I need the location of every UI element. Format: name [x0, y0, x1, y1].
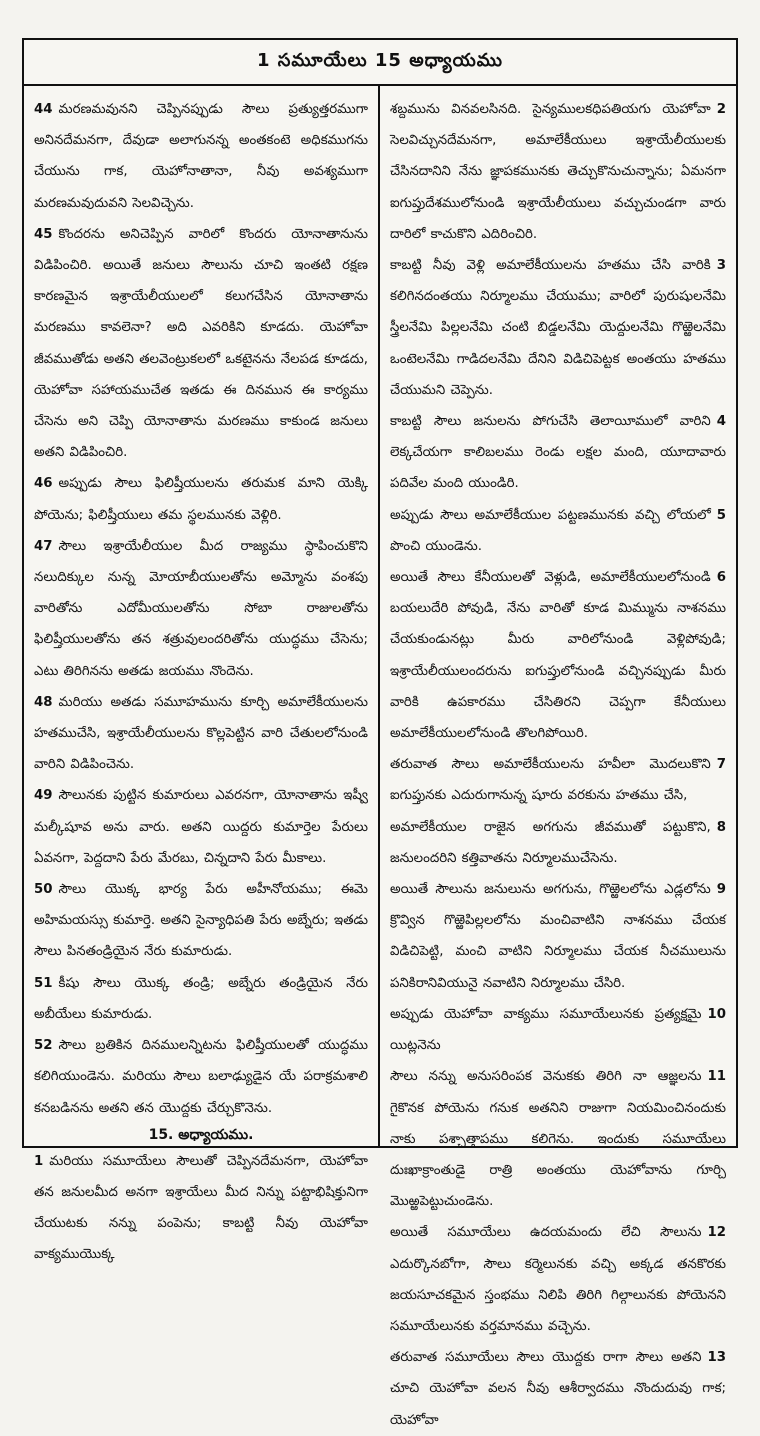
left-column	[24, 86, 380, 1263]
verse-text: కాబట్టి నీవు వెళ్లి అమాలేకీయులను హతము చేసి వారికి కలిగినదంతయు నిర్మూలము చేయుము; వారిలో పురుషులనేమి స్త్రీలనేమి పిల్లలనేమి చంటి బిడ్డలనేమి యెద్దులనేమి గొఱ్ఱెలనేమి ఒంటెలనేమి గాడిదలనేమి దేనిని విడిచిపెట్టక అంతయు హతము చేయుమని చెప్పెను.	[390, 258, 726, 398]
chapter-heading: 15. అధ్యాయము.	[148, 1126, 254, 1143]
verse-number: 48	[34, 694, 53, 710]
verse	[390, 874, 726, 999]
verse-text: తరువాత సౌలు అమాలేకీయులను హవీలా మొదలుకొని ఐగుప్తునకు ఎదురుగానున్న షూరు వరకును హతము చేసి,	[390, 757, 711, 804]
verse	[390, 749, 726, 811]
verse	[34, 94, 368, 219]
verse	[34, 780, 368, 874]
verse-text: మరియు అతడు సమూహమును కూర్చి అమాలేకీయులను హతముచేసి, ఇశ్రాయేలీయులను కొల్లపెట్టిన వారి చేతులలోనుండి వారిని విడిపించెను.	[34, 694, 368, 773]
verse	[34, 874, 368, 968]
verse-number: 13	[707, 1350, 726, 1366]
verse-number: 2	[716, 102, 726, 117]
verse-number: 1	[34, 1153, 44, 1169]
verse-text: అప్పుడు సౌలు ఫిలిష్తీయులను తరుమక మాని యెక్కి పోయెను; ఫిలిష్తీయులు తమ స్థలమునకు వెళ్లిరి.	[34, 476, 368, 523]
verse-text: అప్పుడు సౌలు అమాలేకీయుల పట్టణమునకు వచ్చి లోయలో పొంచి యుండెను.	[390, 507, 711, 554]
page-header	[24, 40, 736, 86]
columns	[24, 86, 736, 1428]
verse-number: 4	[716, 414, 726, 430]
verse-text: అప్పుడు యెహోవా వాక్యము సమూయేలునకు ప్రత్యక్షమై యిట్లనెను	[390, 1006, 702, 1054]
verse-number: 7	[716, 757, 726, 773]
verse-number: 6	[716, 570, 726, 586]
verse-number: 8	[716, 819, 726, 835]
verse-number: 50	[34, 882, 53, 898]
verse	[34, 1146, 368, 1271]
verse-text: మరణమవునని చెప్పినప్పుడు సౌలు ప్రత్యుత్తరముగా అనినదేమనగా, దేవుడా అలాగునన్న అంతకంటె అధికముగను చేయును గాక, యెహోనాతానా, నీవు అవశ్యముగా మరణమవుదువని సెలవిచ్చెను.	[34, 102, 368, 211]
verse	[34, 968, 368, 1030]
verse-number: 45	[34, 226, 53, 242]
verse-text: అయితే సౌలును జనులును అగగును, గొఱ్ఱెలలోను ఎడ్లలోను క్రొవ్విన గొఱ్ఱెపిల్లలలోను మంచివాటిని నాశనము చేయక విడిచిపెట్టి, మంచి వాటిని నిర్మూలము చేయక నీచములును పనికిరానివియునై నవాటిని నిర్మూలము చేసిరి.	[390, 882, 726, 991]
right-column	[380, 86, 736, 1428]
verse-text: సౌలునకు పుట్టిన కుమారులు ఎవరనగా, యోనాతాను ఇష్వీ మల్కీషూవ అను వారు. అతని యిద్దరు కుమార్తెల పేరులు ఏవనగా, పెద్దదాని పేరు మేరబు, చిన్నదాని పేరు మీకాలు.	[34, 788, 368, 866]
bible-page	[22, 38, 738, 1428]
verse-number: 52	[34, 1038, 53, 1054]
verse-number: 47	[34, 538, 53, 554]
verse	[390, 1061, 726, 1217]
verse-number: 10	[707, 1006, 726, 1022]
verse-number: 5	[716, 507, 726, 523]
verse-number: 3	[716, 258, 726, 274]
verse	[390, 562, 726, 749]
verse-number: 11	[707, 1069, 726, 1085]
verse-text: అయితే సౌలు కేనీయులతో వెళ్లుడి, అమాలేకీయులలోనుండి బయలుదేరి పోవుడి, నేను వారితో కూడ మిమ్మును నాశనము చేయకుండునట్లు మీరు వారిలోనుండి వెళ్లిపోవుడి; ఇశ్రాయేలీయులందరును ఐగుప్తులోనుండి వచ్చినప్పుడు మీరు వారికి ఉపకారము చేసితిరని చెప్పగా కేనీయులు అమాలేకీయులలోనుండి తొలగిపోయిరి.	[390, 570, 726, 742]
verse-number: 46	[34, 476, 53, 492]
verse-text: అమాలేకీయుల రాజైన అగగును జీవముతో పట్టుకొని, జనులందరిని కత్తివాతను నిర్మూలముచేసెను.	[390, 819, 711, 866]
verse	[34, 1030, 368, 1124]
verse-number: 9	[716, 882, 726, 898]
verse	[390, 1217, 726, 1342]
verse-text: శబ్దమును వినవలసినది. సైన్యములకధిపతియగు యెహోవా సెలవిచ్చునదేమనగా, అమాలేకీయులు ఇశ్రాయేలీయులకు చేసినదానిని నేను జ్ఞాపకమునకు తెచ్చుకొనుచున్నాను; ఏమనగా ఐగుప్తుదేశములోనుండి ఇశ్రాయేలీయులు వచ్చుచుండగా వారు దారిలో కాచుకొని ఎదిరించిరి.	[390, 102, 726, 242]
verse-number: 49	[34, 788, 53, 804]
verse	[34, 687, 368, 781]
verse	[390, 500, 726, 562]
verse-text: సౌలు నన్ను అనుసరింపక వెనుకకు తిరిగి నా ఆజ్ఞలను గైకొనక పోయెను గనుక అతనిని రాజుగా నియమించినందుకు నాకు పశ్చాత్తాపము కలిగెను. ఇందుకు సమూయేలు దుఃఖాక్రాంతుడై రాత్రి అంతయు యెహోవాను గూర్చి మొఱ్ఱపెట్టుచుండెను.	[390, 1069, 726, 1210]
verse	[390, 999, 726, 1061]
verse	[390, 406, 726, 500]
verse	[390, 250, 726, 406]
verse-text: తరువాత సమూయేలు సౌలు యొద్దకు రాగా సౌలు అతని చూచి యెహోవా వలన నీవు ఆశీర్వాదము నొందుదువు గాక; యెహోవా	[390, 1350, 726, 1428]
verse-number: 12	[707, 1225, 726, 1241]
verse-text: కీషు సౌలు యొక్క తండ్రి; అబ్నేరు తండ్రియైన నేరు అబీయేలు కుమారుడు.	[34, 975, 368, 1022]
verse-text: సౌలు యొక్క భార్య పేరు అహీనోయము; ఈమె అహిమయస్సు కుమార్తె. అతని సైన్యాధిపతి పేరు అబ్నేరు; ఇతడు సౌలు పినతండ్రియైన నేరు కుమారుడు.	[34, 882, 368, 960]
verse	[390, 1342, 726, 1436]
verse	[390, 812, 726, 874]
verse	[34, 531, 368, 687]
verse-text: కొందరను అనిచెప్పిన వారిలో కొందరు యోనాతానును విడిపించిరి. అయితే జనులు సౌలును చూచి ఇంతటి రక్షణ కారణమైన ఇశ్రాయేలీయులలో కలుగచేసిన యోనాతాను మరణము కావలెనా? అది ఎవరికిని కూడదు. యెహోవా జీవముతోడు అతని తలవెంట్రుకలలో ఒకటైనను నేలపడ కూడదు, యెహోవా సహాయముచేత ఇతడు ఈ దినమున ఈ కార్యము చేసెను అని చెప్పి యోనాతాను మరణము కాకుండ జనులు అతని విడిపించిరి.	[34, 226, 368, 461]
verse	[34, 219, 368, 469]
page-title: 1 సమూయేలు 15 అధ్యాయము	[257, 49, 503, 71]
verse-text: సౌలు బ్రతికిన దినములన్నిటను ఫిలిష్తీయులతో యుద్ధము కలిగియుండెను. మరియు సౌలు బలాఢ్యుడైన యే పరాక్రమశాలి కనబడినను అతని తన యొద్దకు చేర్చుకొనెను.	[34, 1038, 368, 1116]
verse-text: అయితే సమూయేలు ఉదయమందు లేచి సౌలును ఎదుర్కొనబోగా, సౌలు కర్మెలునకు వచ్చి అక్కడ తనకొరకు జయసూచకమైన స్తంభము నిలిపి తిరిగి గిల్గాలునకు పోయెనని సమూయేలునకు వర్తమానము వచ్చెను.	[390, 1225, 726, 1334]
verse-text: సౌలు ఇశ్రాయేలీయుల మీద రాజ్యము స్థాపించుకొని నలుదిక్కుల నున్న మోయాబీయులతోను అమ్మోను వంశపు వారితోను ఎదోమీయులతోను సోబా రాజులతోను ఫిలిష్తీయులతోను తన శత్రువులందరితోను యుద్ధము చేసెను; ఎటు తిరిగినను అతడు జయము నొందెను.	[34, 538, 368, 679]
verse	[390, 94, 726, 250]
verse-number: 44	[34, 102, 53, 117]
verse-text: కాబట్టి సౌలు జనులను పోగుచేసి తెలాయీములో వారిని లెక్కచేయగా కాలిబలము రెండు లక్షల మంది, యూదావారు పదివేల మంది యుండిరి.	[390, 414, 726, 492]
verse	[34, 468, 368, 530]
verse-text: మరియు సమూయేలు సౌలుతో చెప్పినదేమనగా, యెహోవా తన జనులమీద అనగా ఇశ్రాయేలు మీద నిన్ను పట్టాభిషిక్తునిగా చేయుటకు నన్ను పంపెను; కాబట్టి నీవు యెహోవా వాక్యముయొక్క	[34, 1153, 368, 1263]
verse-number: 51	[34, 975, 53, 991]
